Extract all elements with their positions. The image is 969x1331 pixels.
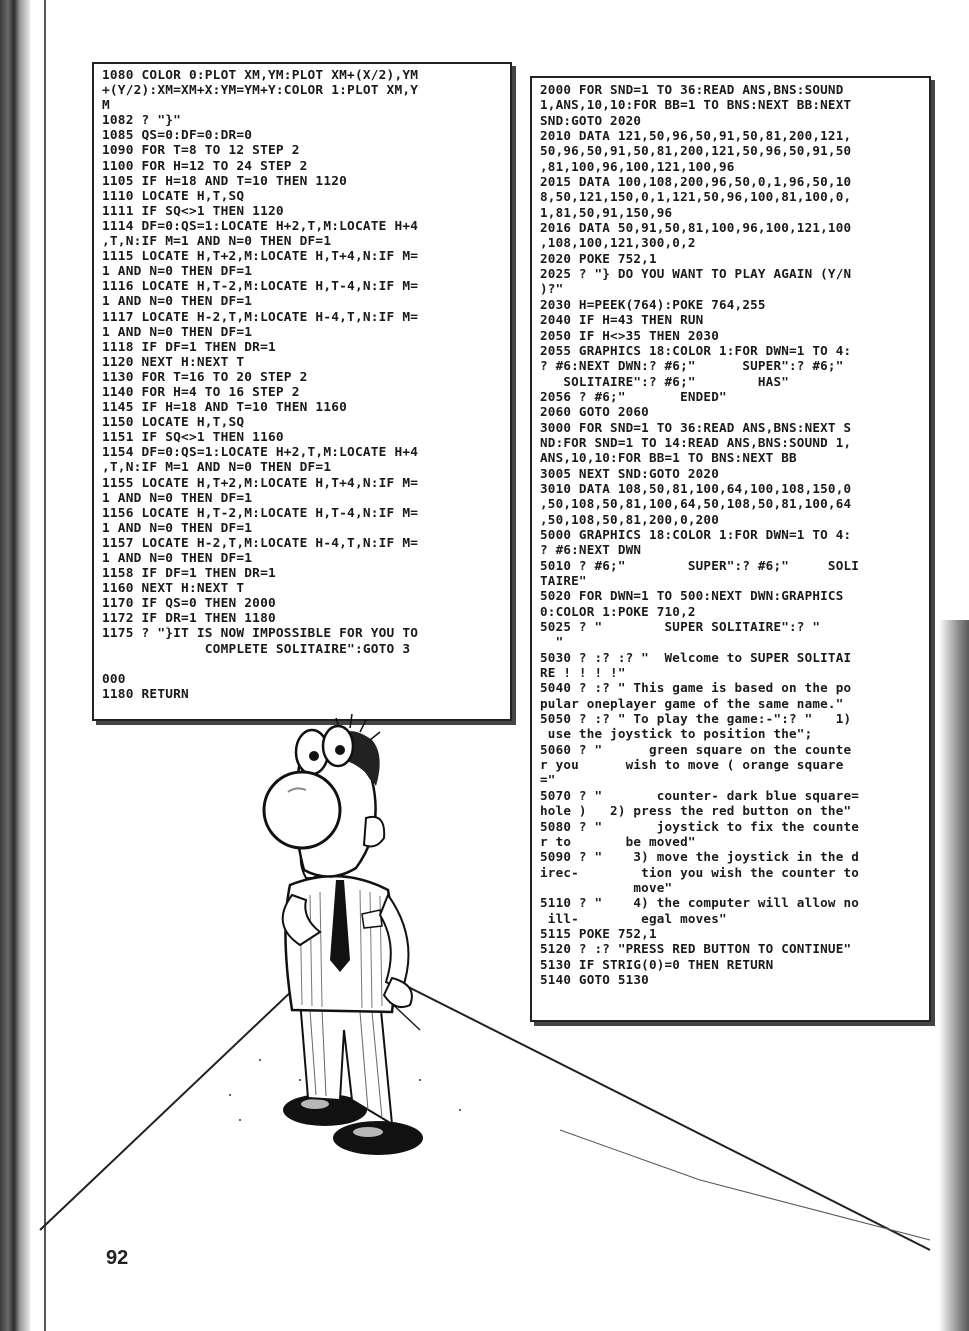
code-line: 1172 IF DR=1 THEN 1180 bbox=[102, 611, 276, 627]
code-line: 1154 DF=0:QS=1:LOCATE H+2,T,M:LOCATE H+4 bbox=[102, 445, 419, 461]
code-line: 3010 DATA 108,50,81,100,64,100,108,150,0 bbox=[540, 480, 852, 496]
code-line: 2030 H=PEEK(764):POKE 764,255 bbox=[540, 296, 766, 312]
code-listing-left-text bbox=[94, 64, 510, 706]
code-line: 1160 NEXT H:NEXT T bbox=[102, 581, 245, 597]
code-line: 2010 DATA 121,50,96,50,91,50,81,200,121, bbox=[540, 128, 852, 144]
code-line: 1180 RETURN bbox=[102, 686, 189, 702]
code-line: SND:GOTO 2020 bbox=[540, 112, 642, 128]
code-line: 1130 FOR T=16 TO 20 STEP 2 bbox=[102, 369, 308, 385]
code-line: hole ) 2) press the red button on the" bbox=[540, 803, 852, 819]
code-line: 1085 QS=0:DF=0:DR=0 bbox=[102, 128, 253, 144]
code-line: 2040 IF H=43 THEN RUN bbox=[540, 312, 704, 328]
code-line: 1 AND N=0 THEN DF=1 bbox=[102, 551, 253, 566]
code-line: 1082 ? "}" bbox=[102, 113, 182, 129]
code-line: 5070 ? " counter- dark blue square= bbox=[540, 787, 860, 803]
code-line: 000 bbox=[102, 671, 126, 687]
code-line: 5020 FOR DWN=1 TO 500:NEXT DWN:GRAPHICS bbox=[540, 588, 844, 604]
code-line: 50,96,50,91,50,81,200,121,50,96,50,91,50 bbox=[540, 143, 852, 159]
code-line: ,108,100,121,300,0,2 bbox=[540, 235, 696, 251]
code-line: ,T,N:IF M=1 AND N=0 THEN DF=1 bbox=[102, 234, 332, 250]
code-line: 1114 DF=0:QS=1:LOCATE H+2,T,M:LOCATE H+4 bbox=[102, 218, 419, 234]
code-line: 1090 FOR T=8 TO 12 STEP 2 bbox=[102, 143, 300, 159]
code-line: pular oneplayer game of the same name." bbox=[540, 695, 844, 711]
code-line: ,T,N:IF M=1 AND N=0 THEN DF=1 bbox=[102, 460, 332, 476]
code-line: 2000 FOR SND=1 TO 36:READ ANS,BNS:SOUND bbox=[540, 82, 844, 97]
code-line: 1,ANS,10,10:FOR BB=1 TO BNS:NEXT BB:NEXT bbox=[540, 97, 852, 113]
code-line: ,50,108,50,81,100,64,50,108,50,81,100,64 bbox=[540, 496, 852, 512]
code-line: RE ! ! ! !" bbox=[540, 665, 626, 681]
code-line: 5115 POKE 752,1 bbox=[540, 925, 657, 941]
code-line: r to be moved" bbox=[540, 833, 696, 849]
code-line: 5110 ? " 4) the computer will allow no bbox=[540, 895, 860, 911]
code-line: 1116 LOCATE H,T-2,M:LOCATE H,T-4,N:IF M= bbox=[102, 279, 419, 295]
code-line: ? #6:NEXT DWN bbox=[540, 542, 642, 558]
code-line: ,81,100,96,100,121,100,96 bbox=[540, 158, 735, 174]
code-line: 2020 POKE 752,1 bbox=[540, 250, 657, 266]
code-line: ND:FOR SND=1 TO 14:READ ANS,BNS:SOUND 1, bbox=[540, 434, 852, 450]
pocket-square bbox=[362, 910, 382, 928]
code-line: 5060 ? " green square on the counte bbox=[540, 741, 852, 757]
code-line: 5000 GRAPHICS 18:COLOR 1:FOR DWN=1 TO 4: bbox=[540, 526, 852, 542]
code-line: " bbox=[540, 634, 564, 650]
floor-perspective-line bbox=[560, 1130, 930, 1240]
code-line: ANS,10,10:FOR BB=1 TO BNS:NEXT BB bbox=[540, 450, 797, 466]
code-line: 3000 FOR SND=1 TO 36:READ ANS,BNS:NEXT S bbox=[540, 419, 852, 435]
code-line: 1145 IF H=18 AND T=10 THEN 1160 bbox=[102, 400, 348, 416]
code-line: 5080 ? " joystick to fix the counte bbox=[540, 818, 860, 834]
code-line: 1155 LOCATE H,T+2,M:LOCATE H,T+4,N:IF M= bbox=[102, 475, 419, 491]
code-line: 5025 ? " SUPER SOLITAIRE":? " bbox=[540, 619, 821, 635]
cartoon-illustration bbox=[0, 700, 969, 1300]
code-line: 1175 ? "}IT IS NOW IMPOSSIBLE FOR YOU TO bbox=[102, 626, 419, 642]
code-line: )?" bbox=[540, 281, 564, 297]
code-line: TAIRE" bbox=[540, 573, 587, 588]
code-line: 3005 NEXT SND:GOTO 2020 bbox=[540, 465, 719, 481]
code-line: 2050 IF H<>35 THEN 2030 bbox=[540, 327, 719, 343]
code-line: 5010 ? #6;" SUPER":? #6;" SOLI bbox=[540, 557, 860, 573]
code-line: 1 AND N=0 THEN DF=1 bbox=[102, 520, 253, 536]
page-number: 92 bbox=[106, 1247, 129, 1269]
code-line: 1158 IF DF=1 THEN DR=1 bbox=[102, 566, 276, 582]
code-line: 2055 GRAPHICS 18:COLOR 1:FOR DWN=1 TO 4: bbox=[540, 342, 852, 358]
code-line: M bbox=[102, 98, 110, 114]
code-line: 5130 IF STRIG(0)=0 THEN RETURN bbox=[540, 956, 774, 972]
code-listing-left bbox=[92, 62, 512, 721]
code-line: ? #6:NEXT DWN:? #6;" SUPER":? #6;" bbox=[540, 358, 844, 374]
code-line: +(Y/2):XM=XM+X:YM=YM+Y:COLOR 1:PLOT XM,Y bbox=[102, 83, 419, 99]
code-line: 1111 IF SQ<>1 THEN 1120 bbox=[102, 203, 284, 219]
code-line: r you wish to move ( orange square bbox=[540, 757, 844, 773]
code-line: move" bbox=[540, 879, 673, 895]
code-line: 1,81,50,91,150,96 bbox=[540, 204, 673, 220]
code-line: ,50,108,50,81,200,0,200 bbox=[540, 511, 719, 527]
code-line: 1156 LOCATE H,T-2,M:LOCATE H,T-4,N:IF M= bbox=[102, 505, 419, 521]
code-line: 1115 LOCATE H,T+2,M:LOCATE H,T+4,N:IF M= bbox=[102, 249, 419, 265]
code-line: 0:COLOR 1:POKE 710,2 bbox=[540, 603, 696, 619]
code-line: irec- tion you wish the counter to bbox=[540, 864, 860, 880]
code-line: 1120 NEXT H:NEXT T bbox=[102, 354, 245, 370]
code-line: 1 AND N=0 THEN DF=1 bbox=[102, 324, 253, 340]
code-line: SOLITAIRE":? #6;" HAS" bbox=[540, 373, 790, 389]
code-line: 8,50,121,150,0,1,121,50,96,100,81,100,0, bbox=[540, 189, 852, 205]
code-line: 5050 ? :? " To play the game:-":? " 1) bbox=[540, 711, 852, 727]
code-line: 2025 ? "} DO YOU WANT TO PLAY AGAIN (Y/N bbox=[540, 266, 852, 282]
shoe-right bbox=[333, 1121, 423, 1155]
code-line: 5030 ? :? :? " Welcome to SUPER SOLITAI bbox=[540, 649, 852, 665]
code-line: 5090 ? " 3) move the joystick in the d bbox=[540, 849, 860, 865]
big-nose bbox=[264, 772, 340, 848]
code-line: COMPLETE SOLITAIRE":GOTO 3 bbox=[102, 641, 411, 657]
code-line: 1100 FOR H=12 TO 24 STEP 2 bbox=[102, 158, 308, 174]
code-line: 2060 GOTO 2060 bbox=[540, 404, 649, 420]
ear bbox=[364, 817, 384, 847]
code-line: 1117 LOCATE H-2,T,M:LOCATE H-4,T,N:IF M= bbox=[102, 309, 419, 325]
code-line: 2016 DATA 50,91,50,81,100,96,100,121,100 bbox=[540, 220, 852, 236]
code-line: 1 AND N=0 THEN DF=1 bbox=[102, 264, 253, 280]
code-line: ill- egal moves" bbox=[540, 910, 727, 926]
code-line: =" bbox=[540, 772, 556, 788]
code-line: 5120 ? :? "PRESS RED BUTTON TO CONTINUE" bbox=[540, 941, 852, 957]
code-line: 1105 IF H=18 AND T=10 THEN 1120 bbox=[102, 173, 348, 189]
code-line: 1118 IF DF=1 THEN DR=1 bbox=[102, 339, 276, 355]
code-line: 5140 GOTO 5130 bbox=[540, 971, 649, 987]
code-line: use the joystick to position the"; bbox=[540, 726, 813, 742]
code-line: 1170 IF QS=0 THEN 2000 bbox=[102, 596, 276, 612]
code-line: 1150 LOCATE H,T,SQ bbox=[102, 415, 245, 431]
code-line: 1 AND N=0 THEN DF=1 bbox=[102, 294, 253, 310]
code-line: 1140 FOR H=4 TO 16 STEP 2 bbox=[102, 384, 300, 400]
code-line: 1110 LOCATE H,T,SQ bbox=[102, 188, 245, 204]
code-line: 2056 ? #6;" ENDED" bbox=[540, 388, 727, 404]
code-line: 1157 LOCATE H-2,T,M:LOCATE H-4,T,N:IF M= bbox=[102, 535, 419, 551]
code-line: 1080 COLOR 0:PLOT XM,YM:PLOT XM+(X/2),YM bbox=[102, 68, 419, 83]
code-line: 2015 DATA 100,108,200,96,50,0,1,96,50,10 bbox=[540, 174, 852, 190]
code-line: 5040 ? :? " This game is based on the po bbox=[540, 680, 852, 696]
code-line: 1 AND N=0 THEN DF=1 bbox=[102, 490, 253, 506]
code-line: 1151 IF SQ<>1 THEN 1160 bbox=[102, 430, 284, 446]
